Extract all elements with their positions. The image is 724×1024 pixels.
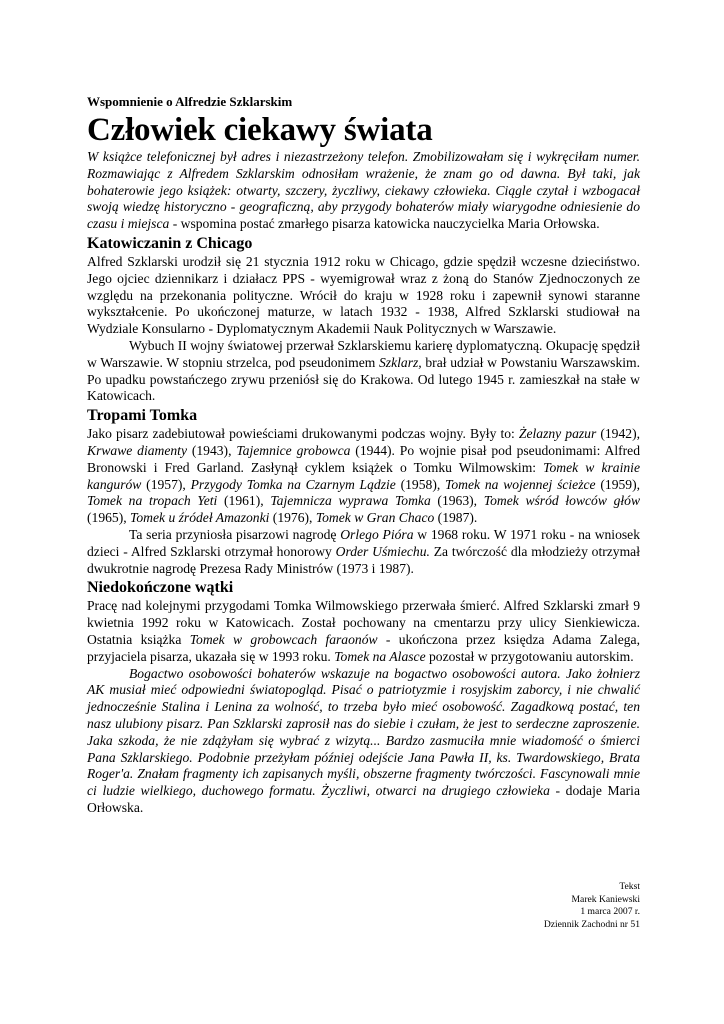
award-name: Orlego Pióra [340, 526, 414, 542]
text-run: Wybuch II wojny światowej przerwał Szklarskiemu karierę dyplomatyczną. Okupację spędził w Warszawie. W stopniu strzelca, pod pseudonimem [87, 337, 640, 370]
paragraph [87, 338, 640, 405]
book-title: Tomek u źródeł Amazonki [130, 510, 270, 526]
book-title: Przygody Tomka na Czarnym Lądzie [190, 476, 396, 492]
signature-source: Dziennik Zachodni nr 51 [543, 918, 640, 930]
paragraph [87, 426, 640, 527]
section-heading: Tropami Tomka [87, 407, 198, 425]
section-heading: Katowiczanin z Chicago [87, 234, 253, 252]
book-title: Tomek na wojennej ścieżce [445, 476, 596, 492]
article-title: Człowiek ciekawy świata [87, 112, 433, 148]
text-run: Ta seria przyniosła pisarzowi nagrodę [129, 526, 341, 542]
book-title: Tajemnicza wyprawa Tomka [270, 493, 431, 509]
text-run: (1965), [87, 510, 131, 526]
lead-italic: W książce telefonicznej był adres i niezastrzeżony telefon. Zmobilizowałam się i wykręciłam numer. Rozmawiając z Alfredem Szklarskim odnosiłam wrażenie, że znam go od dawna. Był taki, jak bohaterowie jego książek: otwarty, szczery, życzliwy, ciekawy człowieka. Ciągle czytał i wzbogacał swoją wiedzę historyczno - geograficzną, aby przygody bohaterów miały wiarygodne odniesienie do czasu i miejsca [87, 149, 640, 232]
text-run: w 1968 roku. W 1971 roku - na wniosek dzieci - Alfred Szklarski otrzymał honorowy [87, 526, 641, 559]
article-lead [87, 149, 640, 233]
quote-italic: Bogactwo osobowości bohaterów wskazuje na bogactwo osobowości autora. Jako żołnierz AK musiał mieć odpowiedni światopogląd. Pisać o patriotyzmie i rosyjskim zaborcy, i nie chwalić jednocześnie Stalina i Lenina za wolność, to trzeba było mieć osobowość. Zagadkową postać, ten nasz ulubiony pisarz. Pan Szklarski zaprosił nas do siebie i czułam, że jest to serdeczne zaproszenie. Jaka szkoda, że nie zdążyłam się wybrać z wizytą... Bardzo zasmuciła mnie wiadomość o śmierci Pana Szklarskiego. Podobnie przeżyłam później odejście Jana Pawła II, ks. Twardowskiego, Brata Roger'a. Znałam fragmenty ich zapisanych myśli, obszerne fragmenty twórczości. Fascynowali mnie ci ludzie wielkiego, duchowego formatu. Życzliwi, otwarci na drugiego człowieka [87, 665, 640, 799]
book-title: Tajemnice grobowca [236, 442, 351, 458]
book-title: Tomek w krainie kangurów [87, 459, 640, 492]
book-title: Tomek w grobowcach faraonów [189, 631, 378, 647]
text-run: (1976), [269, 510, 316, 526]
lead-tail: - wspomina postać zmarłego pisarza katowicka nauczycielka Maria Orłowska. [169, 216, 600, 232]
text-run: (1959), [595, 476, 641, 492]
text-run: (1943), [187, 442, 237, 458]
text-run: Pracę nad kolejnymi przygodami Tomka Wilmowskiego przerwała śmierć. Alfred Szklarski zmarł 9 kwietnia 1992 roku w Katowicach. Został pochowany na cmentarzu przy ulicy Sienkiewicza. Ostatnia książka [87, 598, 640, 647]
text-run: Jako pisarz zadebiutował powieściami drukowanymi podczas wojny. Były to: [87, 426, 519, 442]
text-run: (1942), [596, 426, 640, 442]
text-run: (1944). Po wojnie pisał pod pseudonimami: Alfred Bronowski i Fred Garland. Zasłynął cyklem książek o Tomku Wilmowskim: [87, 442, 640, 475]
signature [544, 881, 640, 931]
text-run: (1957), [141, 476, 191, 492]
book-title: Tomek w Gran Chaco [315, 510, 435, 526]
text-run: (1963), [430, 493, 484, 509]
text-run: (1961), [217, 493, 271, 509]
text-run: (1987). [434, 510, 478, 526]
text-run: - dodaje Maria Orłowska. [87, 783, 640, 815]
text-run: - ukończona przez księdza Adama Zalega, przyjaciela pisarza, ukazała się w 1993 roku. [87, 631, 640, 664]
signature-date: 1 marca 2007 r. [580, 906, 640, 917]
paragraph [87, 598, 640, 665]
text-run: Za twórczość dla młodzieży otrzymał dwukrotnie nagrodę Prezesa Rady Ministrów (1973 i 1987). [87, 543, 640, 576]
book-title: Tomek wśród łowców głów [483, 493, 641, 509]
pseudonym: Szklarz, [379, 354, 422, 370]
text-run: brał udział w Powstaniu Warszawskim. Po upadku powstańczego zrywu przeniósł się do Krakowa. Od lutego 1945 r. zamieszkał na stałe w Katowicach. [87, 354, 640, 404]
book-title: Tomek na Alasce [334, 648, 426, 664]
paragraph: Alfred Szklarski urodził się 21 stycznia 1912 roku w Chicago, gdzie spędził wczesne dzieciństwo. Jego ojciec dziennikarz i działacz PPS - wyemigrował wraz z żoną do Stanów Zjednoczonych ze względu na przekonania polityczne. Wrócił do kraju w 1928 roku i zapewnił synowi staranne wykształcenie. Po ukończonej maturze, w latach 1932 - 1938, Alfred Szklarski studiował na Wydziale Konsularno - Dyplomatycznym Akademii Nauk Politycznych w Warszawie. [87, 253, 640, 337]
book-title: Żelazny pazur [518, 426, 597, 442]
paragraph [87, 666, 640, 817]
article [87, 94, 640, 817]
section-heading: Niedokończone wątki [87, 579, 234, 597]
signature-author: Marek Kaniewski [571, 893, 640, 905]
book-title: Krwawe diamenty [87, 442, 187, 458]
text-run: (1958), [395, 476, 446, 492]
article-kicker: Wspomnienie o Alfredzie Szklarskim [87, 94, 293, 109]
paragraph [87, 527, 640, 577]
signature-label: Tekst [619, 881, 640, 892]
text-run: pozostał w przygotowaniu autorskim. [425, 648, 634, 664]
book-title: Tomek na tropach Yeti [87, 493, 218, 509]
award-name: Order Uśmiechu. [335, 543, 430, 559]
